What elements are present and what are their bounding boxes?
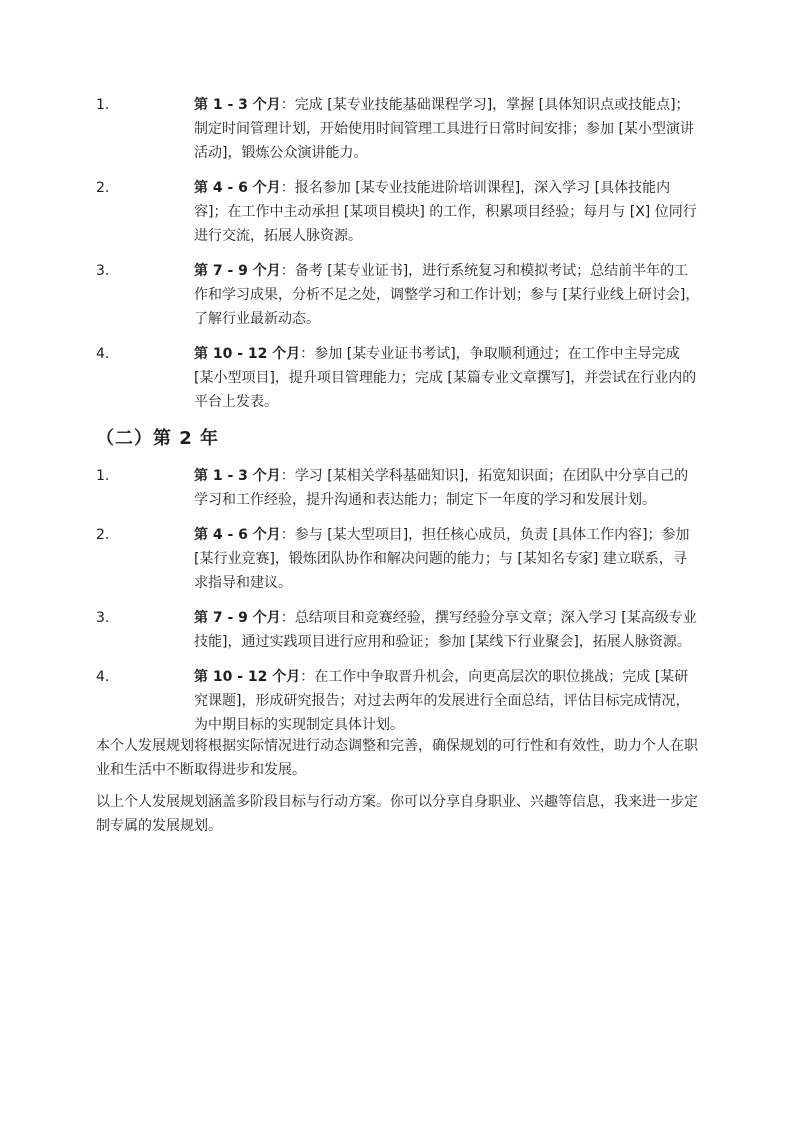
period-label: 第 10 - 12 个月 xyxy=(194,346,301,362)
list-item xyxy=(96,93,700,165)
list-item xyxy=(96,342,700,414)
list-number: 1. xyxy=(96,97,110,113)
period-label: 第 7 - 9 个月 xyxy=(194,610,281,626)
period-label: 第 1 - 3 个月 xyxy=(194,468,281,484)
item-text: ：完成 [某专业技能基础课程学习]，掌握 [具体知识点或技能点]；制定时间管理计划，开始使用时间管理工具进行日常时间安排；参加 [某小型演讲活动]，锻炼公众演讲能力。 xyxy=(194,97,694,161)
list-number: 4. xyxy=(96,669,110,685)
closing-paragraph: 本个人发展规划将根据实际情况进行动态调整和完善，确保规划的可行性和有效性，助力个人在职业和生活中不断取得进步和发展。 xyxy=(96,738,698,778)
item-text: ：学习 [某相关学科基础知识]，拓宽知识面；在团队中分享自己的学习和工作经验，提升沟通和表达能力；制定下一年度的学习和发展计划。 xyxy=(194,468,689,508)
list-number: 2. xyxy=(96,527,110,543)
list-item xyxy=(96,176,700,248)
year1-plan-list xyxy=(96,93,700,425)
period-label: 第 4 - 6 个月 xyxy=(194,180,281,196)
list-item xyxy=(96,464,700,512)
item-text: ：在工作中争取晋升机会，向更高层次的职位挑战；完成 [某研究课题]，形成研究报告；对过去两年的发展进行全面总结，评估目标完成情况，为中期目标的实现制定具体计划。 xyxy=(194,669,690,733)
list-item xyxy=(96,259,700,331)
section-heading-year2: （二）第 2 年 xyxy=(96,428,220,449)
period-label: 第 7 - 9 个月 xyxy=(194,263,281,279)
list-item xyxy=(96,523,700,595)
list-number: 3. xyxy=(96,610,110,626)
period-label: 第 1 - 3 个月 xyxy=(194,97,281,113)
item-text: ：参加 [某专业证书考试]，争取顺利通过；在工作中主导完成 [某小型项目]，提升项目管理能力；完成 [某篇专业文章撰写]，并尝试在行业内的平台上发表。 xyxy=(194,346,697,410)
list-item xyxy=(96,665,700,737)
item-text: ：备考 [某专业证书]，进行系统复习和模拟考试；总结前半年的工作和学习成果，分析不足之处，调整学习和工作计划；参与 [某行业线上研讨会]，了解行业最新动态。 xyxy=(194,263,700,327)
list-number: 3. xyxy=(96,263,110,279)
period-label: 第 4 - 6 个月 xyxy=(194,527,281,543)
item-text: ：报名参加 [某专业技能进阶培训课程]，深入学习 [具体技能内容]；在工作中主动承担 [某项目模块] 的工作，积累项目经验；每月与 [X] 位同行进行交流，拓展人脉资源。 xyxy=(194,180,697,244)
list-number: 1. xyxy=(96,468,110,484)
followup-paragraph: 以上个人发展规划涵盖多阶段目标与行动方案。你可以分享自身职业、兴趣等信息，我来进一步定制专属的发展规划。 xyxy=(96,794,698,834)
item-text: ：总结项目和竞赛经验，撰写经验分享文章；深入学习 [某高级专业技能]，通过实践项目进行应用和验证；参加 [某线下行业聚会]，拓展人脉资源。 xyxy=(194,610,697,650)
list-number: 2. xyxy=(96,180,110,196)
year2-plan-list xyxy=(96,464,700,748)
list-number: 4. xyxy=(96,346,110,362)
item-text: ：参与 [某大型项目]，担任核心成员，负责 [具体工作内容]；参加 [某行业竞赛]，锻炼团队协作和解决问题的能力；与 [某知名专家] 建立联系，寻求指导和建议。 xyxy=(194,527,690,591)
period-label: 第 10 - 12 个月 xyxy=(194,669,301,685)
list-item xyxy=(96,606,700,654)
